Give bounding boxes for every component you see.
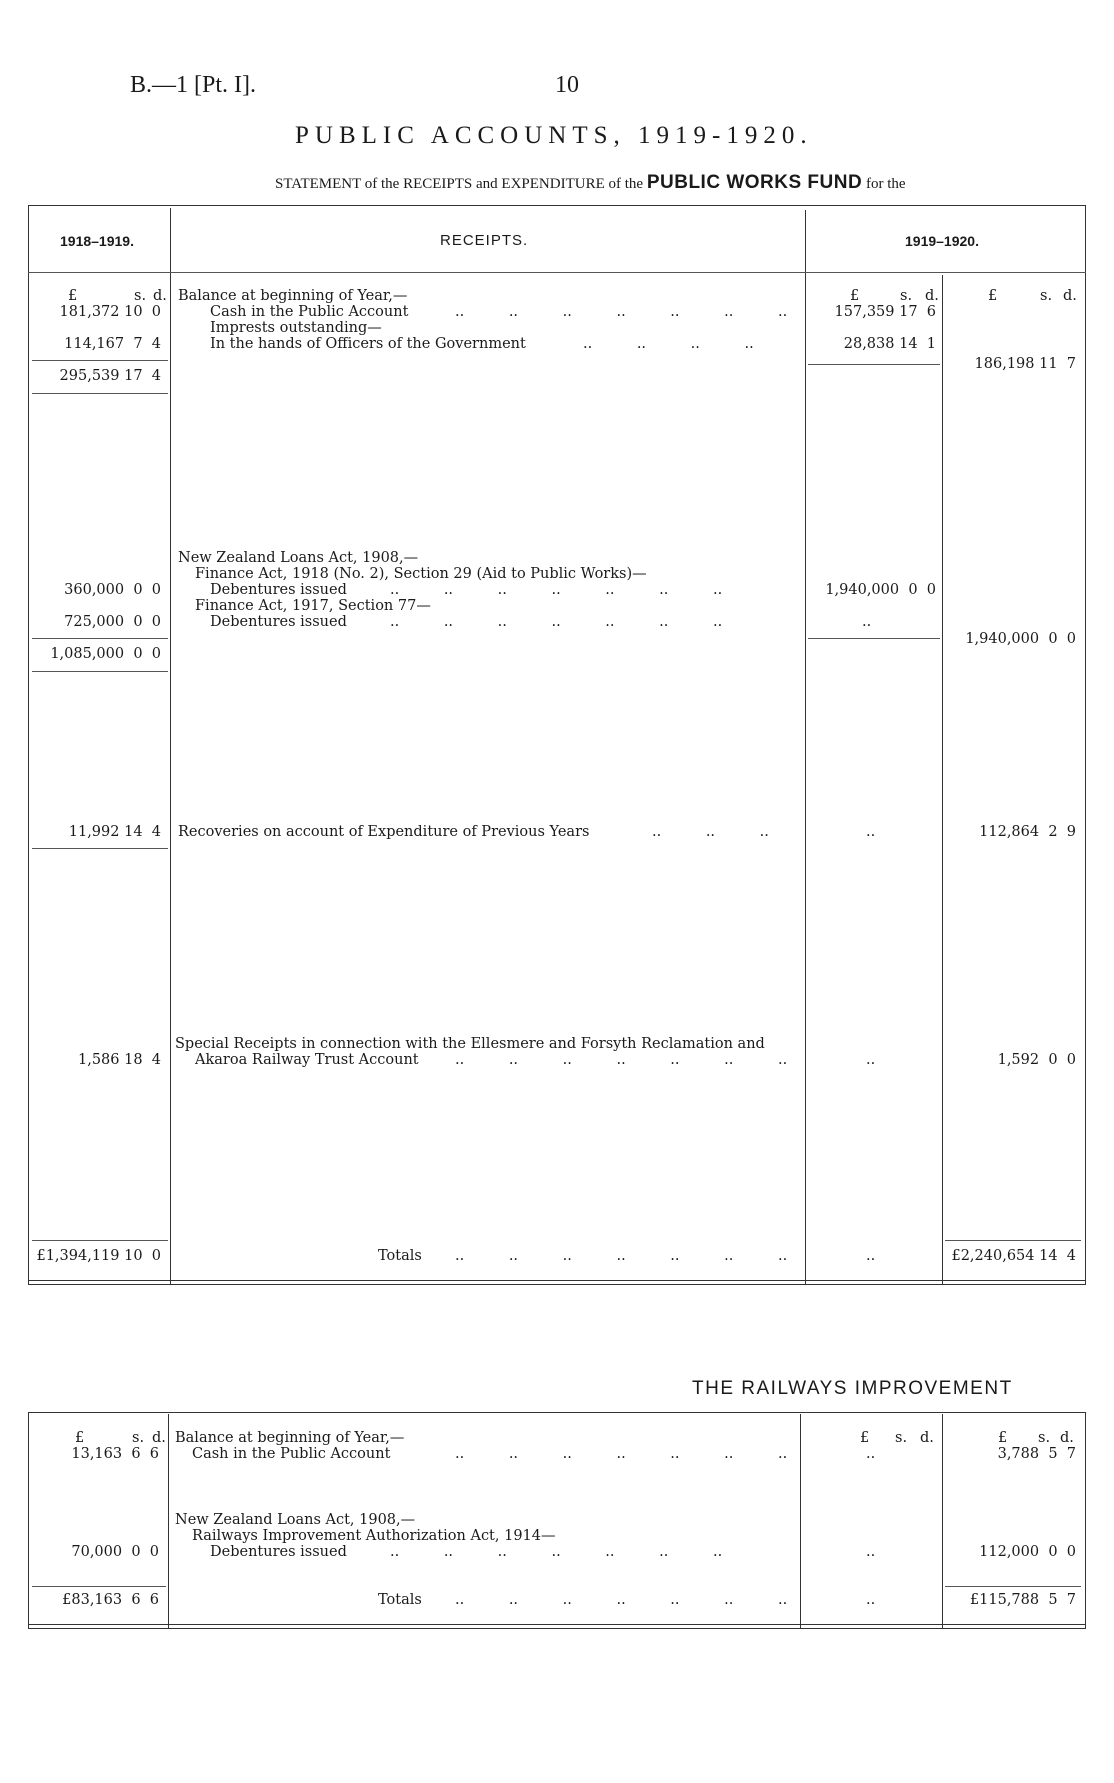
- mid-special: ..: [866, 1052, 876, 1068]
- mid-grand-total: ..: [866, 1248, 876, 1264]
- section-2-title: THE RAILWAYS IMPROVEMENT: [692, 1378, 1013, 1399]
- total-rule: [945, 1240, 1081, 1241]
- col-rule-2: [805, 210, 806, 1285]
- leader-dots: .. .. .. .. .. .. ..: [455, 1592, 788, 1608]
- loans-heading: New Zealand Loans Act, 1908,—: [178, 550, 419, 566]
- unit-d-prev: d.: [153, 288, 167, 304]
- unit-s-prev: s.: [132, 1430, 145, 1446]
- prev-cash: 181,372 10 0: [59, 304, 161, 320]
- table-bottom-rule-1: [28, 1280, 1086, 1281]
- table-left-rule: [28, 205, 29, 1285]
- total-rule: [32, 1586, 166, 1587]
- curr-loans-total: 1,940,000 0 0: [965, 631, 1076, 647]
- table-right-rule: [1085, 1412, 1086, 1629]
- statement-heading: [275, 172, 906, 194]
- prev-debentures-1918: 360,000 0 0: [64, 582, 161, 598]
- unit-pound-mid: £: [860, 1430, 870, 1446]
- leader-dots: .. .. .. .. .. .. ..: [455, 1248, 788, 1264]
- subtotal-rule: [32, 360, 168, 361]
- col-header-receipts: RECEIPTS.: [440, 232, 529, 249]
- table-bottom-rule-1: [28, 1624, 1086, 1625]
- debentures-label: Debentures issued: [210, 614, 347, 630]
- curr-cash: 157,359 17 6: [834, 304, 936, 320]
- leader-dots: .. .. ..: [652, 824, 769, 840]
- unit-pound-curr: £: [988, 288, 998, 304]
- total-rule: [945, 1586, 1081, 1587]
- table-top-rule: [28, 205, 1086, 206]
- col-rule-3: [942, 1414, 943, 1629]
- imprests-label: Imprests outstanding—: [210, 320, 382, 336]
- leader-dots: .. .. .. .. .. .. ..: [390, 614, 723, 630]
- finance-1917-label: Finance Act, 1917, Section 77—: [195, 598, 431, 614]
- unit-pound-mid: £: [850, 288, 860, 304]
- finance-1918-label: Finance Act, 1918 (No. 2), Section 29 (Aid to Public Works)—: [195, 566, 647, 582]
- total-rule: [32, 1240, 168, 1241]
- document-reference: B.—1 [Pt. I].: [130, 72, 256, 98]
- curr-debentures-1918: 1,940,000 0 0: [825, 582, 936, 598]
- table-top-rule: [28, 1412, 1086, 1413]
- subtotal-rule: [808, 364, 940, 365]
- special-receipts-label: Special Receipts in connection with the Ellesmere and Forsyth Reclamation and: [175, 1036, 765, 1052]
- unit-pound-prev: £: [68, 288, 78, 304]
- totals-label: Totals: [378, 1248, 422, 1264]
- unit-d-curr: d.: [1060, 1430, 1074, 1446]
- curr-balance-total: 186,198 11 7: [974, 356, 1076, 372]
- subtotal-rule: [32, 671, 168, 672]
- curr-recoveries: 112,864 2 9: [979, 824, 1076, 840]
- subtotal-rule: [808, 638, 940, 639]
- curr-grand-total: £2,240,654 14 4: [951, 1248, 1076, 1264]
- recoveries-label: Recoveries on account of Expenditure of Previous Years: [178, 824, 590, 840]
- officers-label: In the hands of Officers of the Government: [210, 336, 526, 352]
- table-right-rule: [1085, 205, 1086, 1285]
- prev-balance-total: 295,539 17 4: [59, 368, 161, 384]
- statement-fund: PUBLIC WORKS FUND: [646, 172, 863, 193]
- page-number: 10: [555, 72, 579, 98]
- prev-loans-total: 1,085,000 0 0: [50, 646, 161, 662]
- unit-pound-prev: £: [75, 1430, 85, 1446]
- mid-debentures: ..: [866, 1544, 876, 1560]
- col-rule-1: [168, 1414, 169, 1629]
- balance-heading: Balance at beginning of Year,—: [175, 1430, 405, 1446]
- unit-s-curr: s.: [1038, 1430, 1051, 1446]
- page-title: PUBLIC ACCOUNTS, 1919-1920.: [295, 122, 813, 149]
- cash-label: Cash in the Public Account: [192, 1446, 391, 1462]
- special-receipts-label-2: Akaroa Railway Trust Account: [195, 1052, 419, 1068]
- leader-dots: .. .. .. .. .. .. ..: [390, 1544, 723, 1560]
- mid-total: ..: [866, 1592, 876, 1608]
- prev-debentures-1917: 725,000 0 0: [64, 614, 161, 630]
- statement-prefix: STATEMENT of the RECEIPTS and EXPENDITURE of the: [275, 176, 644, 192]
- cash-label: Cash in the Public Account: [210, 304, 409, 320]
- table-bottom-rule-2: [28, 1628, 1086, 1629]
- col-rule-1: [170, 208, 171, 1285]
- mid-recoveries: ..: [866, 824, 876, 840]
- curr-officers: 28,838 14 1: [843, 336, 936, 352]
- col-header-1919: 1919–1920.: [905, 233, 979, 249]
- leader-dots: .. .. .. .. .. .. ..: [390, 582, 723, 598]
- prev-total: £83,163 6 6: [62, 1592, 159, 1608]
- unit-d-mid: d.: [920, 1430, 934, 1446]
- curr-cash: 3,788 5 7: [997, 1446, 1076, 1462]
- subtotal-rule: [32, 638, 168, 639]
- prev-special: 1,586 18 4: [77, 1052, 161, 1068]
- subtotal-rule: [32, 393, 168, 394]
- unit-pound-curr: £: [998, 1430, 1008, 1446]
- leader-dots: .. .. .. .. .. .. ..: [455, 1446, 788, 1462]
- leader-dots: .. .. .. .. .. .. ..: [455, 304, 788, 320]
- curr-total: £115,788 5 7: [969, 1592, 1076, 1608]
- totals-label: Totals: [378, 1592, 422, 1608]
- curr-debentures-1917: ..: [862, 614, 872, 630]
- unit-s-mid: s.: [900, 288, 913, 304]
- balance-heading: Balance at beginning of Year,—: [178, 288, 408, 304]
- unit-d-prev: d.: [152, 1430, 166, 1446]
- col-header-1918: 1918–1919.: [60, 233, 134, 249]
- table-bottom-rule-2: [28, 1284, 1086, 1285]
- loans-heading: New Zealand Loans Act, 1908,—: [175, 1512, 416, 1528]
- col-rule-2: [800, 1414, 801, 1629]
- leader-dots: .. .. .. ..: [583, 336, 754, 352]
- unit-d-curr: d.: [1063, 288, 1077, 304]
- prev-debentures: 70,000 0 0: [71, 1544, 159, 1560]
- col-rule-3: [942, 275, 943, 1285]
- header-bottom-rule: [28, 272, 1086, 273]
- prev-cash: 13,163 6 6: [71, 1446, 159, 1462]
- subtotal-rule: [32, 848, 168, 849]
- debentures-label: Debentures issued: [210, 582, 347, 598]
- prev-recoveries: 11,992 14 4: [68, 824, 161, 840]
- table-left-rule: [28, 1412, 29, 1629]
- railways-act-label: Railways Improvement Authorization Act, 1914—: [192, 1528, 556, 1544]
- curr-special: 1,592 0 0: [997, 1052, 1076, 1068]
- prev-grand-total: £1,394,119 10 0: [36, 1248, 161, 1264]
- unit-s-prev: s.: [134, 288, 147, 304]
- mid-cash: ..: [866, 1446, 876, 1462]
- unit-d-mid: d.: [925, 288, 939, 304]
- unit-s-curr: s.: [1040, 288, 1053, 304]
- prev-officers: 114,167 7 4: [64, 336, 161, 352]
- leader-dots: .. .. .. .. .. .. ..: [455, 1052, 788, 1068]
- curr-debentures: 112,000 0 0: [979, 1544, 1076, 1560]
- statement-suffix: for the: [865, 176, 906, 192]
- debentures-label: Debentures issued: [210, 1544, 347, 1560]
- unit-s-mid: s.: [895, 1430, 908, 1446]
